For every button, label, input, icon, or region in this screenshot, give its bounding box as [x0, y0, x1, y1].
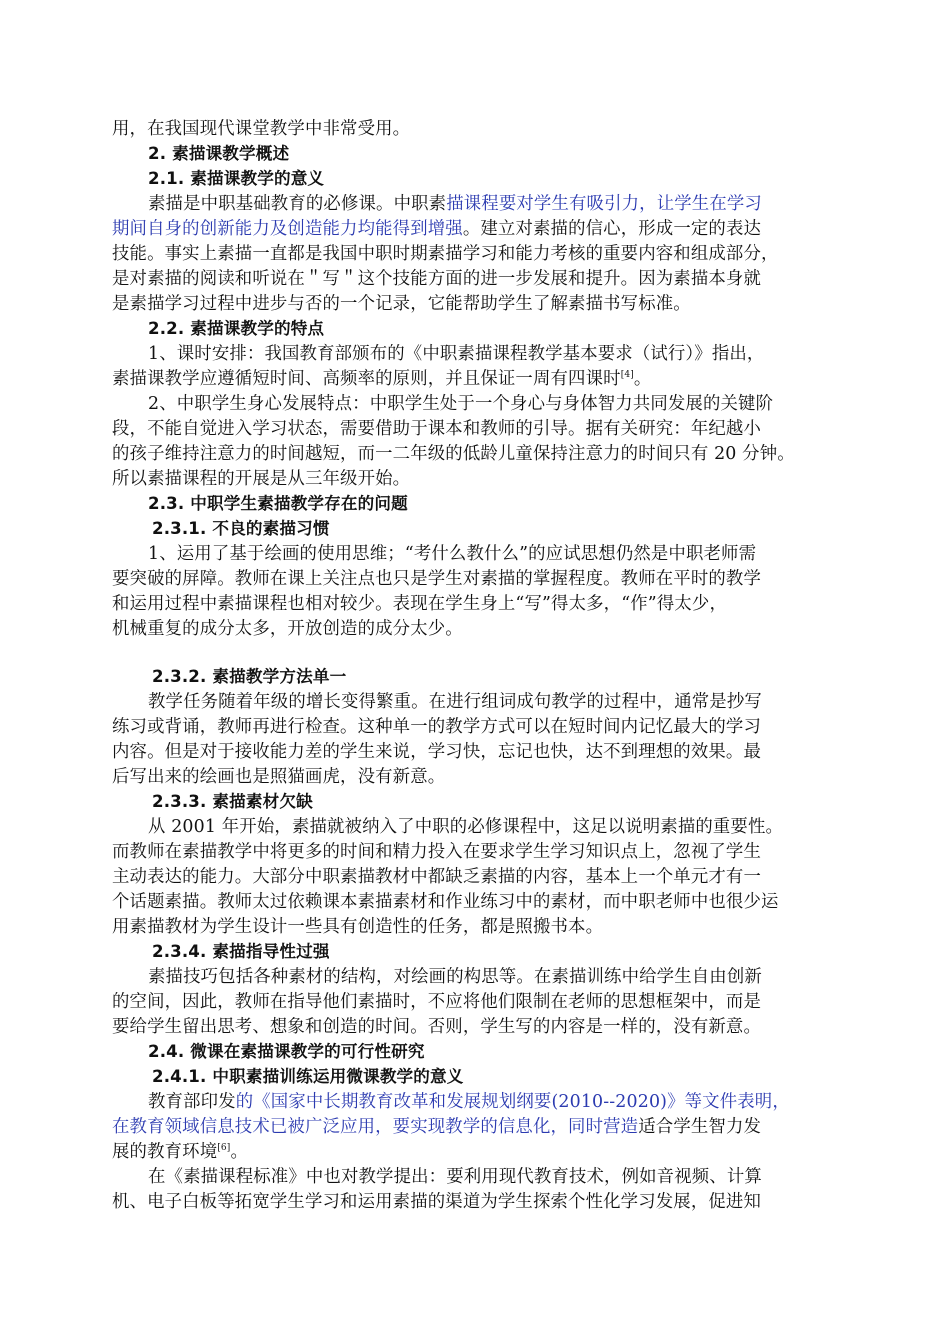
text-line: 用，在我国现代课堂教学中非常受用。 — [112, 119, 411, 139]
text-span: 。 — [633, 369, 652, 389]
citation-ref: [6] — [217, 1143, 231, 1153]
subsubsection-heading: 2.3.3. 素描素材欠缺 — [152, 792, 313, 811]
text-line: 和运用过程中素描课程也相对较少。表现在学生身上“写”得太多，“作”得太少， — [112, 594, 728, 614]
text-span: 。建立对素描的信心，形成一定的表达 — [462, 219, 762, 239]
text-line — [112, 1139, 248, 1165]
subsubsection-heading: 2.3.1. 不良的素描习惯 — [152, 519, 330, 538]
text-span: 展的教育环境 — [112, 1142, 218, 1162]
text-line — [148, 1089, 790, 1115]
text-line: 个话题素描。教师太过依赖课本素描素材和作业练习中的素材，而中职老师中也很少运 — [112, 892, 779, 912]
text-line: 的孩子维持注意力的时间越短，而一二年级的低龄儿童保持注意力的时间只有 20 分钟。 — [112, 444, 795, 464]
section-heading: 2. 素描课教学概述 — [148, 144, 290, 163]
text-span: 素描课教学应遵循短时间、高频率的原则，并且保证一周有四课时 — [112, 369, 621, 389]
text-line: 在《素描课程标准》中也对教学提出：要利用现代教育技术，例如音视频、计算 — [148, 1167, 762, 1187]
text-line — [112, 216, 761, 242]
text-span: 适合学生智力发 — [638, 1117, 762, 1137]
hyperlink-text[interactable]: 在教育领域信息技术已被广泛应用，要实现教学的信息化，同时营造 — [112, 1117, 639, 1137]
text-line — [148, 191, 762, 217]
subsubsection-heading: 2.4.1. 中职素描训练运用微课教学的意义 — [152, 1067, 464, 1086]
text-line: 要给学生留出思考、想象和创造的时间。否则，学生写的内容是一样的，没有新意。 — [112, 1017, 762, 1037]
hyperlink-text[interactable]: 描课程要对学生有吸引力，让学生在学习 — [446, 194, 762, 214]
text-line: 要突破的屏障。教师在课上关注点也只是学生对素描的掌握程度。教师在平时的教学 — [112, 569, 762, 589]
text-line: 主动表达的能力。大部分中职素描教材中都缺乏素描的内容，基本上一个单元才有一 — [112, 867, 762, 887]
text-line: 而教师在素描教学中将更多的时间和精力投入在要求学生学习知识点上，忽视了学生 — [112, 842, 762, 862]
text-line — [112, 366, 651, 392]
text-line: 教学任务随着年级的增长变得繁重。在进行组词成句教学的过程中，通常是抄写 — [148, 692, 762, 712]
text-line: 素描技巧包括各种素材的结构，对绘画的构思等。在素描训练中给学生自由创新 — [148, 967, 762, 987]
text-line: 所以素描课程的开展是从三年级开始。 — [112, 469, 411, 489]
text-line: 是素描学习过程中进步与否的一个记录，它能帮助学生了解素描书写标准。 — [112, 294, 691, 314]
text-line: 从 2001 年开始，素描就被纳入了中职的必修课程中，这足以说明素描的重要性。 — [148, 817, 784, 837]
subsection-heading: 2.3. 中职学生素描教学存在的问题 — [148, 494, 408, 513]
text-line: 机、电子白板等拓宽学生学习和运用素描的渠道为学生探索个性化学习发展，促进知 — [112, 1192, 762, 1212]
subsubsection-heading: 2.3.2. 素描教学方法单一 — [152, 667, 347, 686]
text-line: 段，不能自觉进入学习状态，需要借助于课本和教师的引导。据有关研究：年纪越小 — [112, 419, 762, 439]
citation-ref: [4] — [620, 370, 634, 380]
subsection-heading: 2.2. 素描课教学的特点 — [148, 319, 325, 338]
subsubsection-heading: 2.3.4. 素描指导性过强 — [152, 942, 330, 961]
text-line: 后写出来的绘画也是照猫画虎，没有新意。 — [112, 767, 446, 787]
text-line: 2、中职学生身心发展特点：中职学生处于一个身心与身体智力共同发展的关键阶 — [148, 394, 774, 414]
text-line — [112, 1114, 761, 1140]
text-line: 1、运用了基于绘画的使用思维；“考什么教什么”的应试思想仍然是中职老师需 — [148, 544, 757, 564]
subsection-heading: 2.1. 素描课教学的意义 — [148, 169, 325, 188]
hyperlink-text[interactable]: 期间自身的创新能力及创造能力均能得到增强 — [112, 219, 463, 239]
text-line: 内容。但是对于接收能力差的学生来说，学习快，忘记也快，达不到理想的效果。最 — [112, 742, 762, 762]
text-span: 。 — [230, 1142, 248, 1162]
subsection-heading: 2.4. 微课在素描课教学的可行性研究 — [148, 1042, 425, 1061]
hyperlink-text[interactable]: 的《国家中长期教育改革和发展规划纲要(2010--2020)》等文件表明， — [235, 1092, 790, 1112]
text-line: 1、课时安排：我国教育部颁布的《中职素描课程教学基本要求（试行）》指出， — [148, 344, 765, 364]
text-line: 技能。事实上素描一直都是我国中职时期素描学习和能力考核的重要内容和组成部分， — [112, 244, 779, 264]
text-span: 教育部印发 — [148, 1092, 236, 1112]
text-span: 素描是中职基础教育的必修课。中职素 — [148, 194, 447, 214]
text-line: 用素描教材为学生设计一些具有创造性的任务，都是照搬书本。 — [112, 917, 604, 937]
text-line: 练习或背诵，教师再进行检查。这种单一的教学方式可以在短时间内记忆最大的学习 — [112, 717, 762, 737]
text-line: 的空间，因此，教师在指导他们素描时，不应将他们限制在老师的思想框架中，而是 — [112, 992, 762, 1012]
text-line: 机械重复的成分太多，开放创造的成分太少。 — [112, 619, 463, 639]
text-line: 是对素描的阅读和听说在＂写＂这个技能方面的进一步发展和提升。因为素描本身就 — [112, 269, 762, 289]
